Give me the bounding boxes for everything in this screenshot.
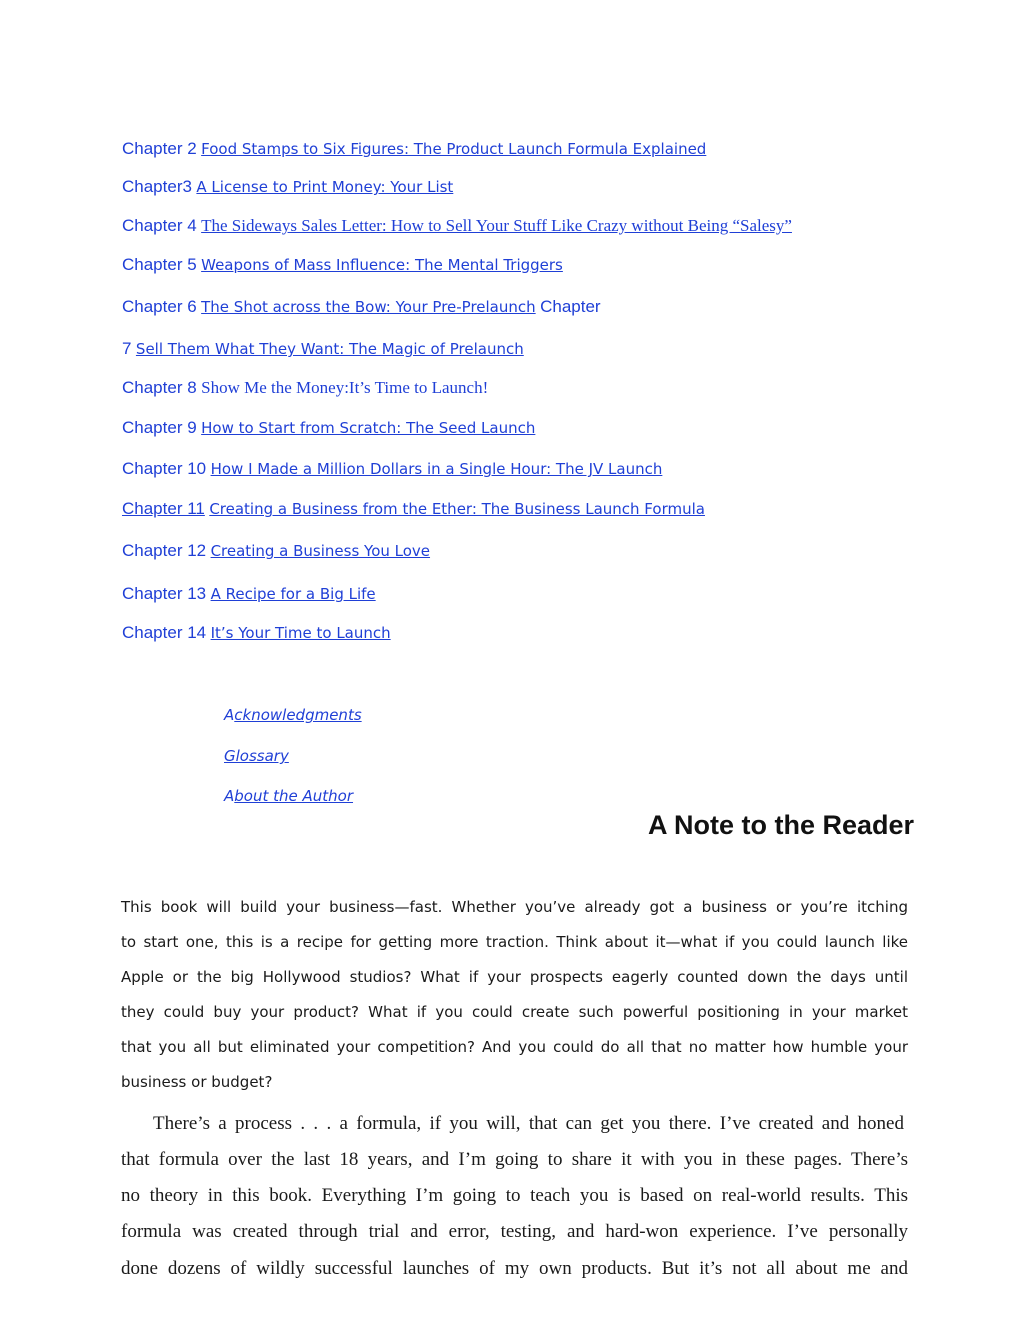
- chapter-title: Creating a Business You Love: [210, 542, 431, 560]
- chapter-number: Chapter3: [122, 177, 192, 196]
- toc-link-chapter-10[interactable]: [122, 459, 662, 479]
- toc-link-glossary[interactable]: [224, 747, 289, 765]
- toc-link-chapter-2[interactable]: [122, 139, 706, 159]
- toc-link-acknowledgments[interactable]: [224, 706, 362, 724]
- link-initial: A: [224, 706, 235, 724]
- chapter-title: How to Start from Scratch: The Seed Launch: [201, 419, 536, 437]
- chapter-number: 7: [122, 339, 132, 358]
- chapter-number: Chapter 9: [122, 418, 197, 437]
- paragraph-line: business or budget?: [121, 1073, 273, 1091]
- toc-link-chapter-14[interactable]: [122, 623, 391, 643]
- toc-link-chapter-12[interactable]: [122, 541, 430, 561]
- paragraph-line: formula was created through trial and error, testing, and hard-won experience. I’ve personally: [121, 1221, 908, 1242]
- paragraph-line: they could buy your product? What if you could create such powerful positioning in your market: [121, 1003, 908, 1021]
- chapter-title: A Recipe for a Big Life: [210, 585, 376, 603]
- chapter-title: The Sideways Sales Letter: How to Sell Your Stuff Like Crazy without Being “Salesy”: [201, 216, 792, 235]
- toc-link-chapter-3[interactable]: [122, 177, 453, 197]
- chapter-title: Show Me the Money:It’s Time to Launch!: [201, 378, 489, 397]
- chapter-title: How I Made a Million Dollars in a Single Hour: The JV Launch: [210, 460, 663, 478]
- link-initial: A: [224, 787, 235, 805]
- chapter-title: Creating a Business from the Ether: The Business Launch Formula: [209, 500, 705, 518]
- link-text: Glossary: [224, 747, 289, 765]
- chapter-number: Chapter 8: [122, 378, 197, 397]
- toc-link-chapter-4[interactable]: [122, 216, 792, 236]
- chapter-number: Chapter 4: [122, 216, 197, 235]
- chapter-number: Chapter 10: [122, 459, 207, 478]
- chapter-title: A License to Print Money: Your List: [196, 178, 454, 196]
- chapter-number-trail: Chapter: [540, 297, 601, 316]
- chapter-number: Chapter 2: [122, 139, 197, 158]
- chapter-number: Chapter 11: [122, 499, 205, 518]
- chapter-number: Chapter 13: [122, 584, 207, 603]
- toc-link-chapter-7[interactable]: [122, 339, 524, 359]
- paragraph-line: There’s a process . . . a formula, if you will, that can get you there. I’ve created and honed: [153, 1113, 904, 1134]
- toc-link-chapter-13[interactable]: [122, 584, 376, 604]
- chapter-number: Chapter 12: [122, 541, 207, 560]
- paragraph-line: to start one, this is a recipe for getting more traction. Think about it—what if you could launch like: [121, 933, 908, 951]
- paragraph-line: Apple or the big Hollywood studios? What if your prospects eagerly counted down the days until: [121, 968, 908, 986]
- toc-link-chapter-6[interactable]: [122, 297, 601, 317]
- chapter-number: Chapter 5: [122, 255, 197, 274]
- toc-link-about-the-author[interactable]: [224, 787, 353, 805]
- paragraph-line: that formula over the last 18 years, and I’m going to share it with you in these pages. There’s: [121, 1149, 908, 1170]
- toc-link-chapter-11[interactable]: [122, 499, 705, 519]
- section-heading: A Note to the Reader: [648, 810, 915, 840]
- toc-link-chapter-8[interactable]: [122, 378, 488, 398]
- paragraph-line: that you all but eliminated your competition? And you could do all that no matter how humble your: [121, 1038, 908, 1056]
- chapter-title: Sell Them What They Want: The Magic of Prelaunch: [135, 340, 524, 358]
- chapter-title: Weapons of Mass Influence: The Mental Triggers: [201, 256, 563, 274]
- link-text: bout the Author: [234, 787, 354, 805]
- paragraph-line: no theory in this book. Everything I’m going to teach you is based on real-world results. This: [121, 1185, 908, 1206]
- chapter-title: The Shot across the Bow: Your Pre-Prelaunch: [201, 298, 536, 316]
- paragraph-line: done dozens of wildly successful launches of my own products. But it’s not all about me and: [121, 1258, 908, 1279]
- chapter-title: It’s Your Time to Launch: [210, 624, 391, 642]
- chapter-title: Food Stamps to Six Figures: The Product Launch Formula Explained: [201, 140, 707, 158]
- paragraph-line: This book will build your business—fast. Whether you’ve already got a business or you’re itching: [121, 898, 908, 916]
- toc-link-chapter-9[interactable]: [122, 418, 535, 438]
- chapter-number: Chapter 6: [122, 297, 197, 316]
- link-text: cknowledgments: [234, 706, 362, 724]
- toc-link-chapter-5[interactable]: [122, 255, 563, 275]
- chapter-number: Chapter 14: [122, 623, 207, 642]
